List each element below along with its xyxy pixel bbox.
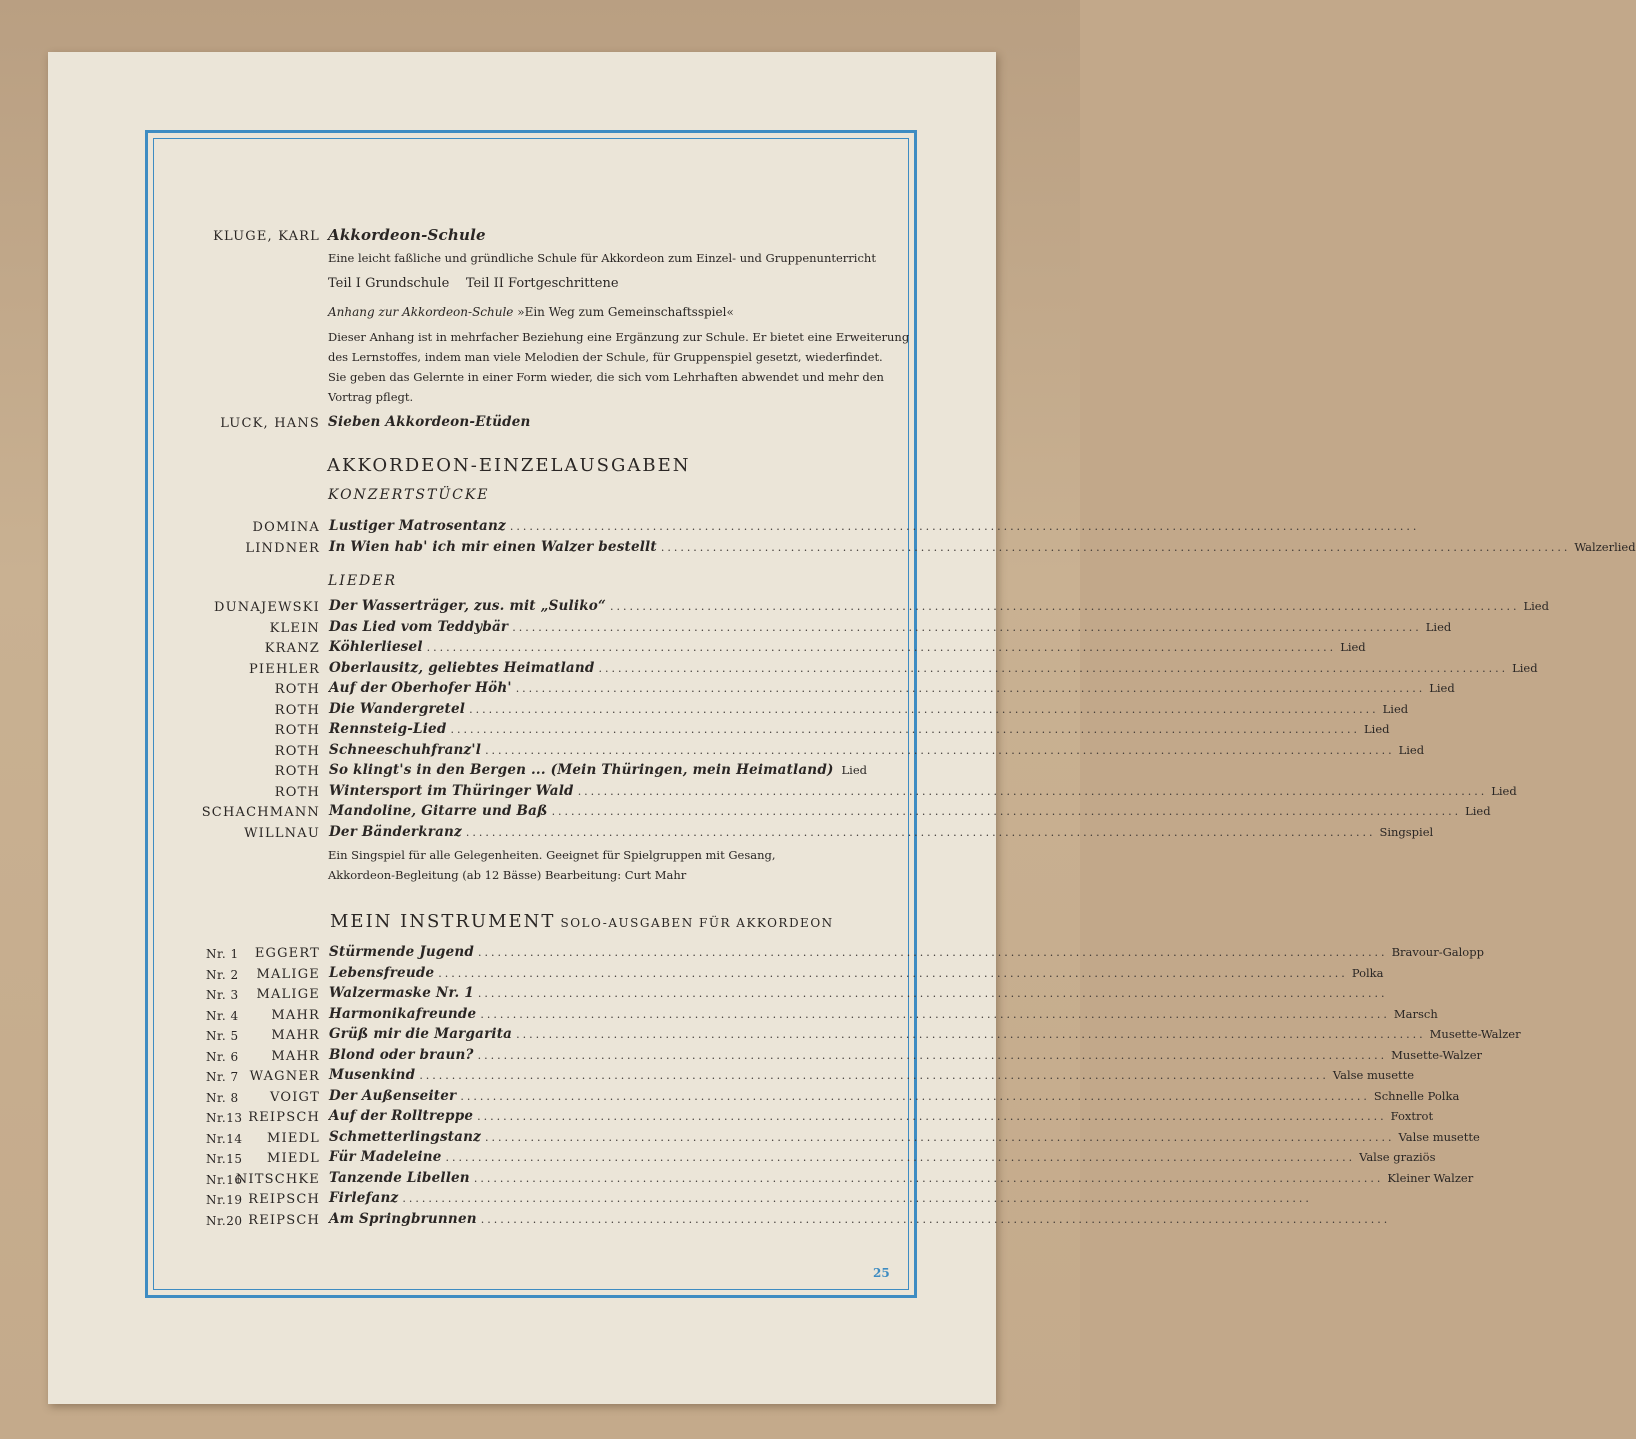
entry-number: Nr. 5: [206, 1029, 239, 1043]
entry-author: ROTH: [274, 784, 320, 800]
entry-genre: Kleiner Walzer: [1387, 1170, 1474, 1185]
kluge-anhang: [328, 305, 734, 319]
entry-author: KLEIN: [269, 620, 320, 636]
dot-leader: ............................................................................................................................................: [598, 661, 1509, 675]
heading-solo-ausgaben: SOLO-AUSGABEN FÜR AKKORDEON: [560, 916, 834, 930]
entry-line: [329, 1108, 1434, 1128]
page-number: 25: [873, 1266, 890, 1280]
entry-genre: Lied: [1398, 742, 1425, 757]
entry-author: REIPSCH: [248, 1110, 320, 1125]
entry-number: Nr. 6: [206, 1049, 239, 1064]
title-akkordeon-schule: Akkordeon-Schule: [328, 226, 486, 244]
entry-genre: Walzerlied: [1574, 540, 1636, 554]
entry-author: ROTH: [274, 682, 320, 697]
dot-leader: ............................................................................................................................................: [577, 784, 1488, 798]
dot-leader: ............................................................................................................................................: [419, 1069, 1329, 1082]
dot-leader: ............................................................................................................................................: [516, 1028, 1426, 1041]
dot-leader: ............................................................................................................................................: [485, 1130, 1395, 1144]
entry-line: [329, 1210, 1391, 1231]
entry-line: [329, 985, 1388, 1005]
entry-author: MALIGE: [256, 966, 320, 982]
entry-title: So klingt's in den Bergen ... (Mein Thüringen, mein Heimatland): [329, 762, 834, 778]
dot-leader: ............................................................................................................................................: [551, 805, 1462, 818]
dot-leader: ............................................................................................................................................: [469, 702, 1379, 716]
entry-author: REIPSCH: [248, 1212, 320, 1228]
entry-author: LINDNER: [245, 541, 320, 556]
entry-line: [329, 964, 1384, 985]
entry-line: [329, 1005, 1438, 1026]
entry-number: Nr.16: [206, 1172, 243, 1187]
entry-line: [329, 944, 1484, 964]
entry-title: Schmetterlingstanz: [329, 1128, 482, 1145]
entry-author: REIPSCH: [248, 1192, 320, 1207]
entry-author: KRANZ: [264, 641, 320, 656]
entry-genre: Lied: [1523, 599, 1549, 613]
entry-genre: Schnelle Polka: [1373, 1088, 1460, 1103]
entry-line: [329, 1190, 1312, 1210]
entry-title: Für Madeleine: [329, 1149, 442, 1165]
entry-number: Nr. 8: [206, 1090, 239, 1105]
entry-line: [329, 1067, 1415, 1087]
dot-leader: ............................................................................................................................................: [426, 641, 1337, 654]
subheading-lieder: LIEDER: [328, 573, 398, 589]
entry-line: [329, 721, 1390, 741]
entry-genre: Polka: [1351, 965, 1384, 980]
entry-line: [329, 1026, 1521, 1046]
dot-leader: ............................................................................................................................................: [509, 520, 1420, 533]
entry-title: Walzermaske Nr. 1: [329, 985, 474, 1001]
entry-line: [329, 659, 1538, 680]
entry-author: VOIGT: [269, 1089, 320, 1105]
entry-genre: Lied: [1364, 722, 1390, 736]
entry-number: Nr.15: [206, 1152, 243, 1166]
dot-leader: ............................................................................................................................................: [473, 1171, 1384, 1185]
kluge-para-3: Sie geben das Gelernte in einer Form wieder, die sich vom Lehrhaften abwendet und mehr den: [328, 370, 884, 384]
entry-title: Firlefanz: [329, 1190, 399, 1206]
anhang-title: Anhang zur Akkordeon-Schule: [328, 305, 514, 319]
entry-title: Blond oder braun?: [329, 1046, 474, 1063]
dot-leader: ............................................................................................................................................: [477, 1110, 1387, 1123]
dot-leader: ............................................................................................................................................: [438, 966, 1348, 980]
entry-title: Am Springbrunnen: [329, 1210, 477, 1227]
entry-line: [329, 539, 1636, 559]
entry-genre: Marsch: [1393, 1006, 1438, 1021]
title-sieben-etueden: Sieben Akkordeon-Etüden: [328, 414, 531, 430]
entry-author: DOMINA: [252, 520, 320, 535]
entry-author: EGGERT: [254, 946, 320, 961]
entry-author: MALIGE: [256, 987, 320, 1002]
entry-genre: Lied: [1382, 701, 1409, 716]
entry-genre: Lied: [1340, 640, 1366, 654]
section-heading-mein-instrument: [330, 911, 834, 932]
entry-title: Tanzende Libellen: [329, 1169, 470, 1186]
entry-genre: Lied: [1429, 681, 1455, 695]
entry-line: [329, 741, 1425, 762]
dot-leader: ............................................................................................................................................: [445, 1151, 1356, 1164]
author-luck: LUCK, HANS: [220, 416, 320, 431]
entry-title: Grüß mir die Margarita: [329, 1026, 513, 1042]
entry-author: WILLNAU: [244, 825, 320, 841]
entry-title: Musenkind: [329, 1067, 416, 1083]
entry-title: Schneeschuhfranz'l: [329, 741, 482, 758]
entry-author: DUNAJEWSKI: [214, 600, 320, 615]
willnau-note-2: Akkordeon-Begleitung (ab 12 Bässe) Bearbeitung: Curt Mahr: [328, 868, 687, 882]
entry-line: [329, 1169, 1474, 1190]
entry-title: Stürmende Jugend: [329, 944, 475, 960]
entry-author: MAHR: [271, 1028, 320, 1043]
entry-genre: Valse musette: [1332, 1068, 1415, 1082]
entry-title: Lustiger Matrosentanz: [329, 518, 506, 534]
entry-title: Rennsteig-Lied: [329, 721, 447, 737]
kluge-para-1: Dieser Anhang ist in mehrfacher Beziehung eine Ergänzung zur Schule. Er bietet eine Erweiterung: [328, 330, 910, 344]
entry-line: [329, 803, 1491, 823]
entry-genre: Musette-Walzer: [1391, 1047, 1483, 1062]
entry-line: [329, 1149, 1436, 1169]
kluge-parts: Teil I Grundschule Teil II Fortgeschrittene: [328, 276, 619, 291]
entry-number: Nr. 1: [206, 947, 239, 961]
entry-author: MAHR: [271, 1007, 320, 1023]
entry-title: Köhlerliesel: [329, 639, 423, 655]
dot-leader: ............................................................................................................................................: [485, 743, 1395, 757]
entry-author: WAGNER: [249, 1069, 320, 1084]
entry-title: Lebensfreude: [329, 964, 435, 981]
entry-number: Nr. 3: [206, 988, 239, 1002]
kluge-description: Eine leicht faßliche und gründliche Schule für Akkordeon zum Einzel- und Gruppenunterricht: [328, 251, 876, 265]
entry-line: [329, 782, 1517, 803]
dot-leader: ............................................................................................................................................: [402, 1192, 1312, 1205]
entry-line: [329, 680, 1455, 700]
entry-number: Nr.14: [206, 1131, 243, 1146]
entry-line: [329, 618, 1452, 639]
entry-genre: Foxtrot: [1390, 1109, 1434, 1123]
dot-leader: ............................................................................................................................................: [477, 1048, 1388, 1062]
entry-number: Nr.13: [206, 1111, 243, 1125]
dot-leader: ............................................................................................................................................: [450, 723, 1361, 736]
entry-title: Das Lied vom Teddybär: [329, 618, 509, 635]
entry-author: NITSCHKE: [235, 1171, 320, 1187]
heading-mein-instrument: MEIN INSTRUMENT: [330, 911, 556, 932]
entry-genre: Bravour-Galopp: [1391, 945, 1484, 959]
entry-genre: Lied: [1512, 660, 1538, 675]
entry-title: Auf der Rolltreppe: [329, 1108, 474, 1124]
dot-leader: ............................................................................................................................................: [480, 1212, 1391, 1226]
dot-leader: ............................................................................................................................................: [512, 620, 1422, 634]
entry-title: Wintersport im Thüringer Wald: [329, 782, 574, 799]
entry-genre: Singspiel: [1379, 824, 1434, 839]
section-heading-einzelausgaben: AKKORDEON-EINZELAUSGABEN: [327, 455, 691, 476]
entry-author: SCHACHMANN: [201, 805, 320, 820]
entry-genre: Lied: [1491, 783, 1517, 798]
anhang-subtitle: »Ein Weg zum Gemeinschaftsspiel«: [517, 305, 734, 319]
entry-author: ROTH: [274, 743, 320, 759]
author-kluge: KLUGE, KARL: [213, 229, 320, 244]
kluge-para-2: des Lernstoffes, indem man viele Melodien der Schule, für Gruppenspiel gesetzt, wiederfindet.: [328, 350, 883, 364]
entry-title: Mandoline, Gitarre und Baß: [329, 803, 548, 819]
entry-title: Die Wandergretel: [329, 700, 466, 717]
entry-line: [329, 823, 1434, 844]
entry-author: MIEDL: [267, 1151, 320, 1166]
entry-number: Nr.19: [206, 1193, 243, 1207]
entry-title: Der Wasserträger, zus. mit „Suliko“: [329, 598, 606, 614]
entry-genre: Valse graziös: [1359, 1150, 1436, 1164]
entry-line: [329, 598, 1549, 618]
entry-genre: Lied: [841, 763, 868, 777]
entry-title: Auf der Oberhofer Höh': [329, 680, 512, 696]
entry-line: [329, 1046, 1483, 1067]
entry-title: Oberlausitz, geliebtes Heimatland: [329, 659, 595, 676]
dot-leader: ............................................................................................................................................: [478, 946, 1388, 959]
entry-line: [329, 762, 868, 782]
entry-author: PIEHLER: [248, 661, 320, 677]
kluge-para-4: Vortrag pflegt.: [328, 390, 414, 404]
entry-author: ROTH: [274, 702, 320, 718]
entry-genre: Valse musette: [1398, 1129, 1480, 1144]
entry-author: MAHR: [271, 1048, 320, 1064]
dot-leader: ............................................................................................................................................: [480, 1007, 1390, 1021]
entry-line: [329, 639, 1366, 659]
willnau-note-1: Ein Singspiel für alle Gelegenheiten. Geeignet für Spielgruppen mit Gesang,: [328, 848, 776, 862]
entry-number: Nr.20: [206, 1213, 243, 1228]
entry-genre: Lied: [1425, 619, 1452, 634]
dot-leader: ............................................................................................................................................: [477, 987, 1388, 1000]
entry-genre: Lied: [1465, 804, 1491, 818]
entry-title: Der Bänderkranz: [329, 823, 462, 840]
entry-number: Nr. 7: [206, 1070, 239, 1084]
entry-title: Der Außenseiter: [329, 1087, 457, 1104]
entry-author: ROTH: [274, 764, 320, 779]
dot-leader: ............................................................................................................................................: [515, 682, 1426, 695]
entry-author: MIEDL: [267, 1130, 320, 1146]
entry-genre: Musette-Walzer: [1429, 1027, 1521, 1041]
entry-title: Harmonikafreunde: [329, 1005, 477, 1022]
entry-line: [329, 1087, 1460, 1108]
entry-number: Nr. 2: [206, 967, 239, 982]
entry-author: ROTH: [274, 723, 320, 738]
subheading-konzertstuecke: KONZERTSTÜCKE: [328, 487, 490, 503]
dot-leader: ............................................................................................................................................: [465, 825, 1376, 839]
dot-leader: ............................................................................................................................................: [660, 541, 1571, 554]
dot-leader: ............................................................................................................................................: [460, 1089, 1370, 1103]
entry-number: Nr. 4: [206, 1008, 239, 1023]
entry-line: [329, 1128, 1480, 1149]
entry-line: [329, 518, 1420, 538]
dot-leader: ............................................................................................................................................: [609, 600, 1520, 613]
entry-title: In Wien hab' ich mir einen Walzer bestellt: [329, 539, 657, 555]
entry-line: [329, 700, 1409, 721]
